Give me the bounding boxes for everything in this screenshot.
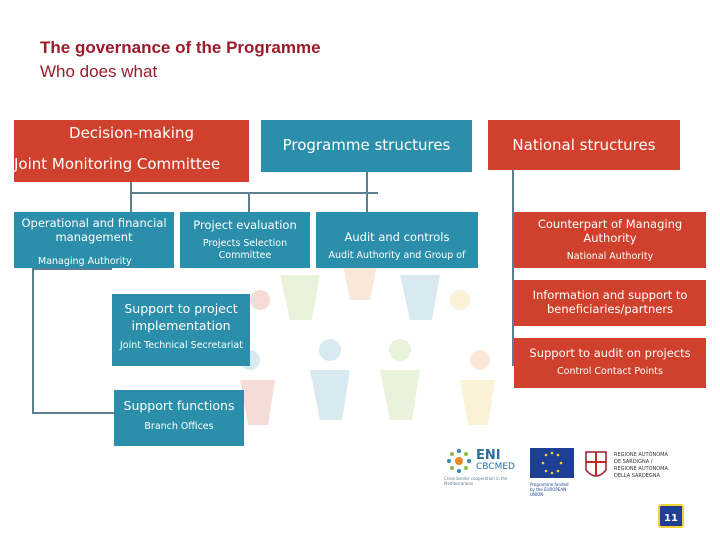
audit-support-label: Support to audit on projects [529, 346, 691, 360]
connector-line [512, 170, 514, 366]
support-implementation-box [112, 294, 250, 366]
support-functions-label: Support functions [123, 398, 235, 413]
eni-tagline: Cross-border cooperation in the Mediterranean [444, 476, 508, 486]
page-number-badge [658, 504, 684, 528]
national-structures-box [488, 120, 680, 170]
eu-logo [530, 448, 574, 497]
sardegna-logo [584, 450, 704, 488]
branch-offices-label: Branch Offices [144, 421, 214, 432]
connector-line [130, 182, 132, 214]
info-support-label: Information and support to beneficiaries/partners [532, 288, 688, 316]
audit-authority-label: Audit Authority and Group of [328, 250, 466, 261]
info-support-box [514, 280, 706, 326]
decision-making-box [14, 120, 249, 182]
eu-text: Programme funded by the EUROPEAN UNION [530, 482, 569, 497]
audit-controls-box [316, 212, 478, 268]
counterpart-box [514, 212, 706, 268]
psc-label: Projects Selection Committee [202, 238, 288, 261]
decision-making-label: Decision-making [69, 124, 194, 142]
counterpart-label: Counterpart of Managing Authority [537, 217, 683, 245]
support-functions-box [114, 390, 244, 446]
connector-line [366, 170, 368, 214]
ccp-label: Control Contact Points [557, 366, 663, 377]
jmc-label: Joint Monitoring Committee [14, 155, 221, 173]
programme-structures-box [261, 120, 472, 172]
national-authority-label: National Authority [566, 251, 654, 262]
connector-line [248, 194, 250, 214]
national-structures-label: National structures [512, 136, 656, 154]
connector-line [32, 412, 114, 414]
page-number: 11 [664, 513, 678, 524]
cbcmed-text: CBCMED [476, 462, 515, 472]
eu-flag-icon [530, 448, 574, 478]
project-evaluation-label: Project evaluation [193, 218, 297, 232]
connector-line [32, 268, 34, 414]
managing-authority-label: Managing Authority [38, 256, 132, 267]
operational-management-label: Operational and financial management [21, 216, 167, 244]
connector-line [130, 192, 378, 194]
operational-management-box [14, 212, 174, 268]
programme-structures-label: Programme structures [282, 136, 451, 154]
page-title: The governance of the Programme [40, 38, 321, 57]
eni-text: ENI [476, 448, 501, 463]
audit-controls-label: Audit and controls [344, 230, 450, 244]
jts-label: Joint Technical Secretariat [120, 340, 243, 351]
sardinia-crest-icon [584, 450, 608, 484]
project-evaluation-box [180, 212, 310, 268]
connector-line [32, 268, 112, 270]
ras-text: REGIONE AUTÓNOMA DE SARDIGNA / REGIONE AUTONOMA DELLA SARDEGNA [614, 452, 668, 479]
page-subtitle: Who does what [40, 62, 158, 81]
support-implementation-label: Support to project implementation [124, 301, 238, 333]
audit-support-box [514, 338, 706, 388]
eni-sun-icon [446, 448, 472, 474]
eni-cbcmed-logo [444, 446, 524, 490]
